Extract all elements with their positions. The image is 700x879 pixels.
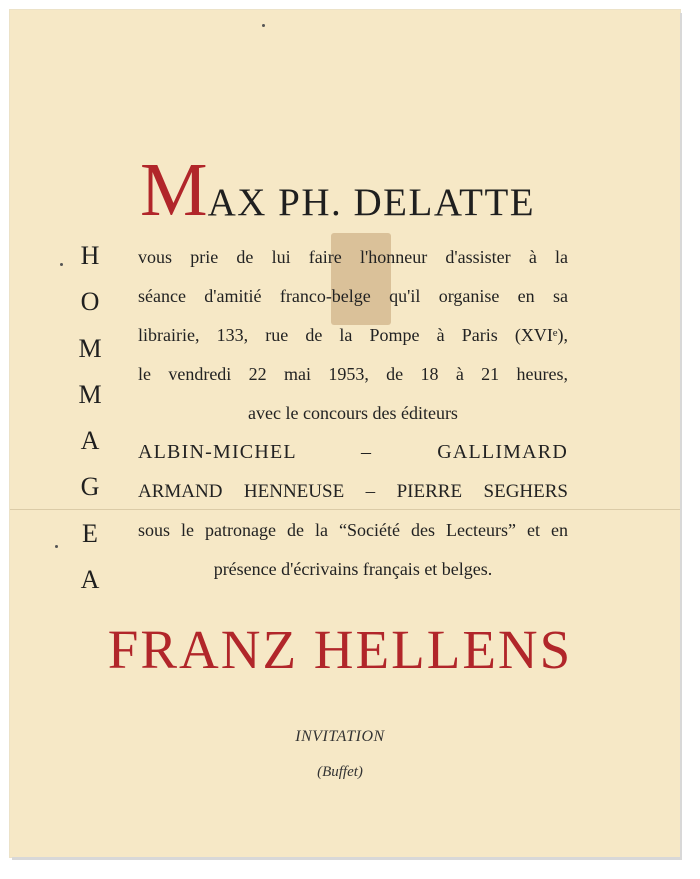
invitation-label: INVITATION (295, 728, 385, 745)
body-line: librairie, 133, rue de la Pompe à Paris (XVIᵉ), (138, 325, 568, 345)
body-line: le vendredi 22 mai 1953, de 18 à 21 heures, (138, 364, 568, 384)
body-line: présence d'écrivains français et belges. (213, 559, 493, 579)
vertical-letter: O (80, 287, 100, 317)
body-line: sous le patronage de la “Société des Lecteurs” et en (138, 520, 568, 540)
vertical-letter: E (82, 518, 98, 548)
host-name-rest: AX PH. DELATTE (207, 181, 536, 224)
host-initial: M (140, 148, 208, 232)
speck (60, 263, 63, 266)
speck (262, 24, 265, 27)
vertical-letter: A (80, 564, 100, 594)
host-name (140, 150, 565, 230)
publishers-line: ALBIN-MICHEL – GALLIMARD (138, 441, 568, 463)
invitation-body (138, 238, 568, 589)
buffet-label: (Buffet) (317, 764, 363, 780)
body-line: séance d'amitié franco-belge qu'il organise en sa (138, 286, 568, 306)
body-line: vous prie de lui faire l'honneur d'assister à la (138, 247, 568, 267)
honoree-name: FRANZ HELLENS (107, 619, 573, 680)
vertical-letter: G (80, 472, 100, 502)
vertical-letter: M (78, 379, 102, 409)
vertical-hommage-text (79, 243, 101, 593)
vertical-letter: H (80, 241, 100, 270)
speck (55, 545, 58, 548)
vertical-letter: M (78, 333, 102, 363)
publishers-line: ARMAND HENNEUSE – PIERRE SEGHERS (138, 481, 568, 502)
body-line: avec le concours des éditeurs (248, 403, 458, 423)
vertical-letter: A (80, 426, 100, 456)
